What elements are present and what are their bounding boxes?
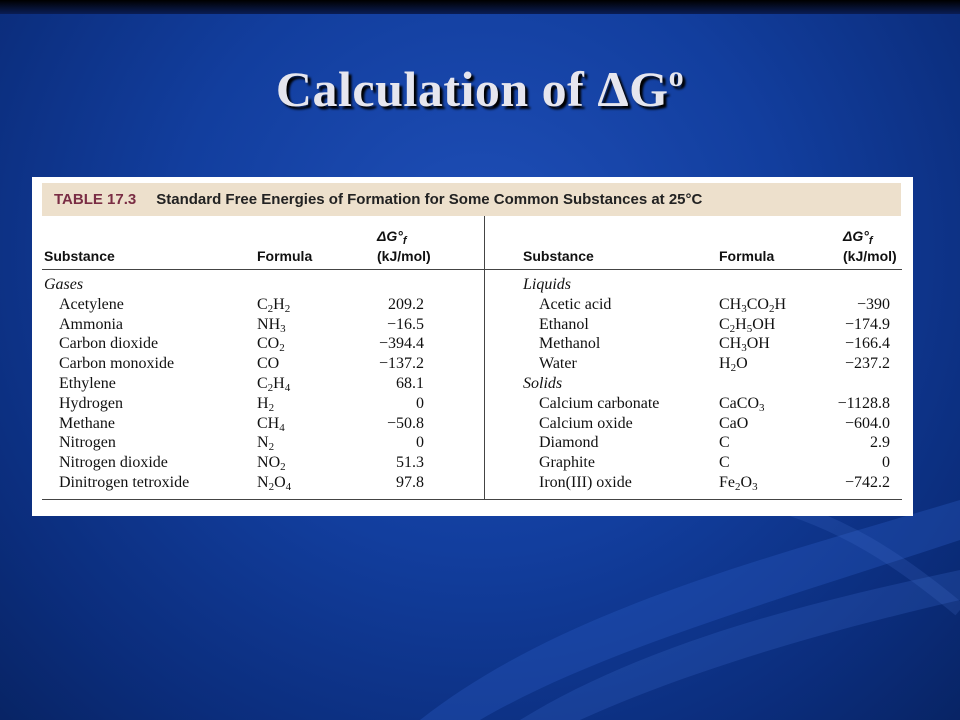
delta-g-value: −1128.8 <box>837 394 890 412</box>
substance-formula: $H_2O$ <box>719 355 748 375</box>
delta-g-value: 0 <box>416 434 424 452</box>
table-caption <box>42 183 901 216</box>
substance-formula: $CH_4$ <box>257 414 285 434</box>
table-panel <box>32 177 913 516</box>
delta-g-value: −237.2 <box>844 355 890 373</box>
delta-g-value: −50.8 <box>386 414 424 432</box>
substance-name: Nitrogen <box>59 434 116 452</box>
substance-formula: $C_2H_4$ <box>257 375 291 394</box>
header-formula-right: Formula <box>719 248 775 264</box>
delta-g-value: 209.2 <box>388 295 424 313</box>
substance-name: Carbon dioxide <box>59 335 159 353</box>
slide-title: Calculation of $\Delta G^o$ <box>275 60 685 117</box>
substance-name: Ammonia <box>59 315 123 333</box>
substance-name: Calcium carbonate <box>539 394 660 412</box>
substance-formula: $NH_3$ <box>257 315 286 335</box>
delta-g-value: −166.4 <box>844 335 890 353</box>
section-label: Liquids <box>523 276 572 293</box>
delta-g-value: 0 <box>416 394 424 412</box>
substance-name: Acetylene <box>59 295 124 313</box>
substance-name: Graphite <box>539 454 595 472</box>
header-dg-right: $\Delta G^\circ_f$ <box>843 228 873 247</box>
substance-formula: CO <box>257 355 280 373</box>
substance-name: Acetic acid <box>539 295 612 313</box>
substance-name: Dinitrogen tetroxide <box>59 474 190 491</box>
substance-formula: C <box>719 454 730 472</box>
delta-g-value: 51.3 <box>396 454 424 472</box>
substance-formula: C <box>719 434 730 452</box>
substance-formula: $CH_3CO_2H$ <box>719 295 787 315</box>
substance-name: Water <box>539 355 577 373</box>
delta-g-value: −174.9 <box>844 315 890 333</box>
substance-formula: $N_2$ <box>257 434 275 454</box>
delta-g-value: −137.2 <box>378 355 424 373</box>
delta-g-value: 2.9 <box>870 434 890 452</box>
header-units-right: (kJ/mol) <box>843 248 897 264</box>
substance-formula: $Fe_2O_3$ <box>719 474 758 493</box>
delta-g-value: −16.5 <box>386 315 424 333</box>
substance-formula: $C_2H_2$ <box>257 295 291 315</box>
delta-g-value: −604.0 <box>844 414 890 432</box>
substance-formula: $H_2$ <box>257 394 275 414</box>
substance-name: Hydrogen <box>59 394 123 412</box>
table-caption-text: Standard Free Energies of Formation for Some Common Substances at 25°C <box>156 191 703 208</box>
header-rule <box>42 269 902 270</box>
header-substance-right: Substance <box>523 248 594 264</box>
substance-formula: CaCO$_3$ <box>719 394 765 414</box>
substance-name: Methane <box>59 414 115 432</box>
substance-formula: $C_2H_5OH$ <box>719 315 776 335</box>
substance-formula: $CO_2$ <box>257 335 285 355</box>
delta-g-value: −742.2 <box>844 474 890 491</box>
table-number: TABLE 17.3 <box>54 191 137 208</box>
section-label: Gases <box>44 276 84 293</box>
delta-g-value: 68.1 <box>396 375 424 392</box>
delta-g-value: 97.8 <box>396 474 424 491</box>
substance-formula: $N_2O_4$ <box>257 474 292 493</box>
substance-name: Calcium oxide <box>539 414 633 432</box>
substance-name: Iron(III) oxide <box>539 474 632 491</box>
section-label: Solids <box>523 375 563 392</box>
substance-name: Ethanol <box>539 315 589 333</box>
substance-formula: CaO <box>719 414 749 432</box>
column-divider <box>484 216 485 499</box>
header-substance-left: Substance <box>44 248 115 264</box>
substance-name: Methanol <box>539 335 601 353</box>
header-formula-left: Formula <box>257 248 313 264</box>
delta-g-value: −394.4 <box>378 335 424 353</box>
substance-name: Nitrogen dioxide <box>59 454 168 472</box>
header-dg-left: $\Delta G^\circ_f$ <box>377 228 407 247</box>
substance-name: Ethylene <box>59 375 116 392</box>
delta-g-value: 0 <box>882 454 890 472</box>
substance-formula: $NO_2$ <box>257 454 286 474</box>
header-units-left: (kJ/mol) <box>377 248 431 264</box>
substance-name: Carbon monoxide <box>59 355 175 373</box>
delta-g-value: −390 <box>856 295 890 313</box>
substance-name: Diamond <box>539 434 599 452</box>
bottom-rule <box>42 499 902 500</box>
substance-formula: $CH_3OH$ <box>719 335 770 355</box>
